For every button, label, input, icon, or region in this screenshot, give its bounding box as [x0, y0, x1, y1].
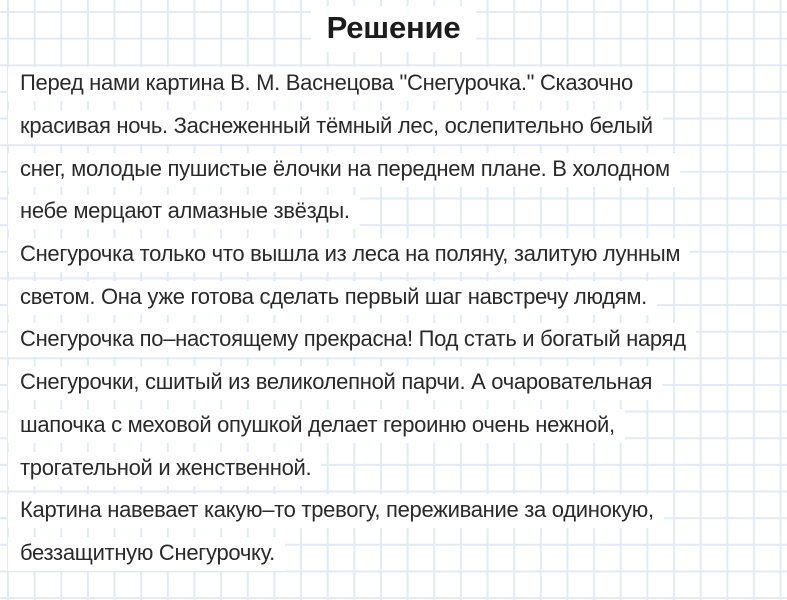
text-line-content: беззащитную Снегурочку.	[8, 537, 285, 571]
text-line-content: небе мерцают алмазные звёзды.	[8, 195, 360, 229]
solution-text	[8, 63, 787, 575]
text-line	[8, 447, 787, 490]
text-line-content: Снегурочка по–настоящему прекрасна! Под стать и богатый наряд	[8, 323, 696, 357]
text-line-content: красивая ночь. Заснеженный тёмный лес, ослепительно белый	[8, 110, 663, 144]
page-title	[0, 6, 787, 52]
text-line-content: светом. Она уже готова сделать первый шаг навстречу людям.	[8, 281, 657, 315]
text-line	[8, 106, 787, 149]
text-line	[8, 490, 787, 533]
text-line	[8, 405, 787, 448]
text-line	[8, 362, 787, 405]
text-line	[8, 319, 787, 362]
text-line	[8, 533, 787, 576]
text-line	[8, 276, 787, 319]
text-line	[8, 148, 787, 191]
text-line	[8, 63, 787, 106]
text-line-content: Снегурочка только что вышла из леса на поляну, залитую лунным	[8, 238, 690, 272]
text-line-content: снег, молодые пушистые ёлочки на переднем плане. В холодном	[8, 153, 680, 187]
text-line-content: трогательной и женственной.	[8, 452, 321, 486]
text-line-content: Снегурочки, сшитый из великолепной парчи. А очаровательная	[8, 366, 662, 400]
page-title-text: Решение	[311, 6, 477, 52]
text-line-content: Картина навевает какую–то тревогу, переживание за одинокую,	[8, 494, 664, 528]
text-line-content: шапочка с меховой опушкой делает героиню очень нежной,	[8, 409, 625, 443]
text-line-content: Перед нами картина В. М. Васнецова "Снегурочка." Сказочно	[8, 67, 643, 101]
text-line	[8, 191, 787, 234]
text-line	[8, 234, 787, 277]
